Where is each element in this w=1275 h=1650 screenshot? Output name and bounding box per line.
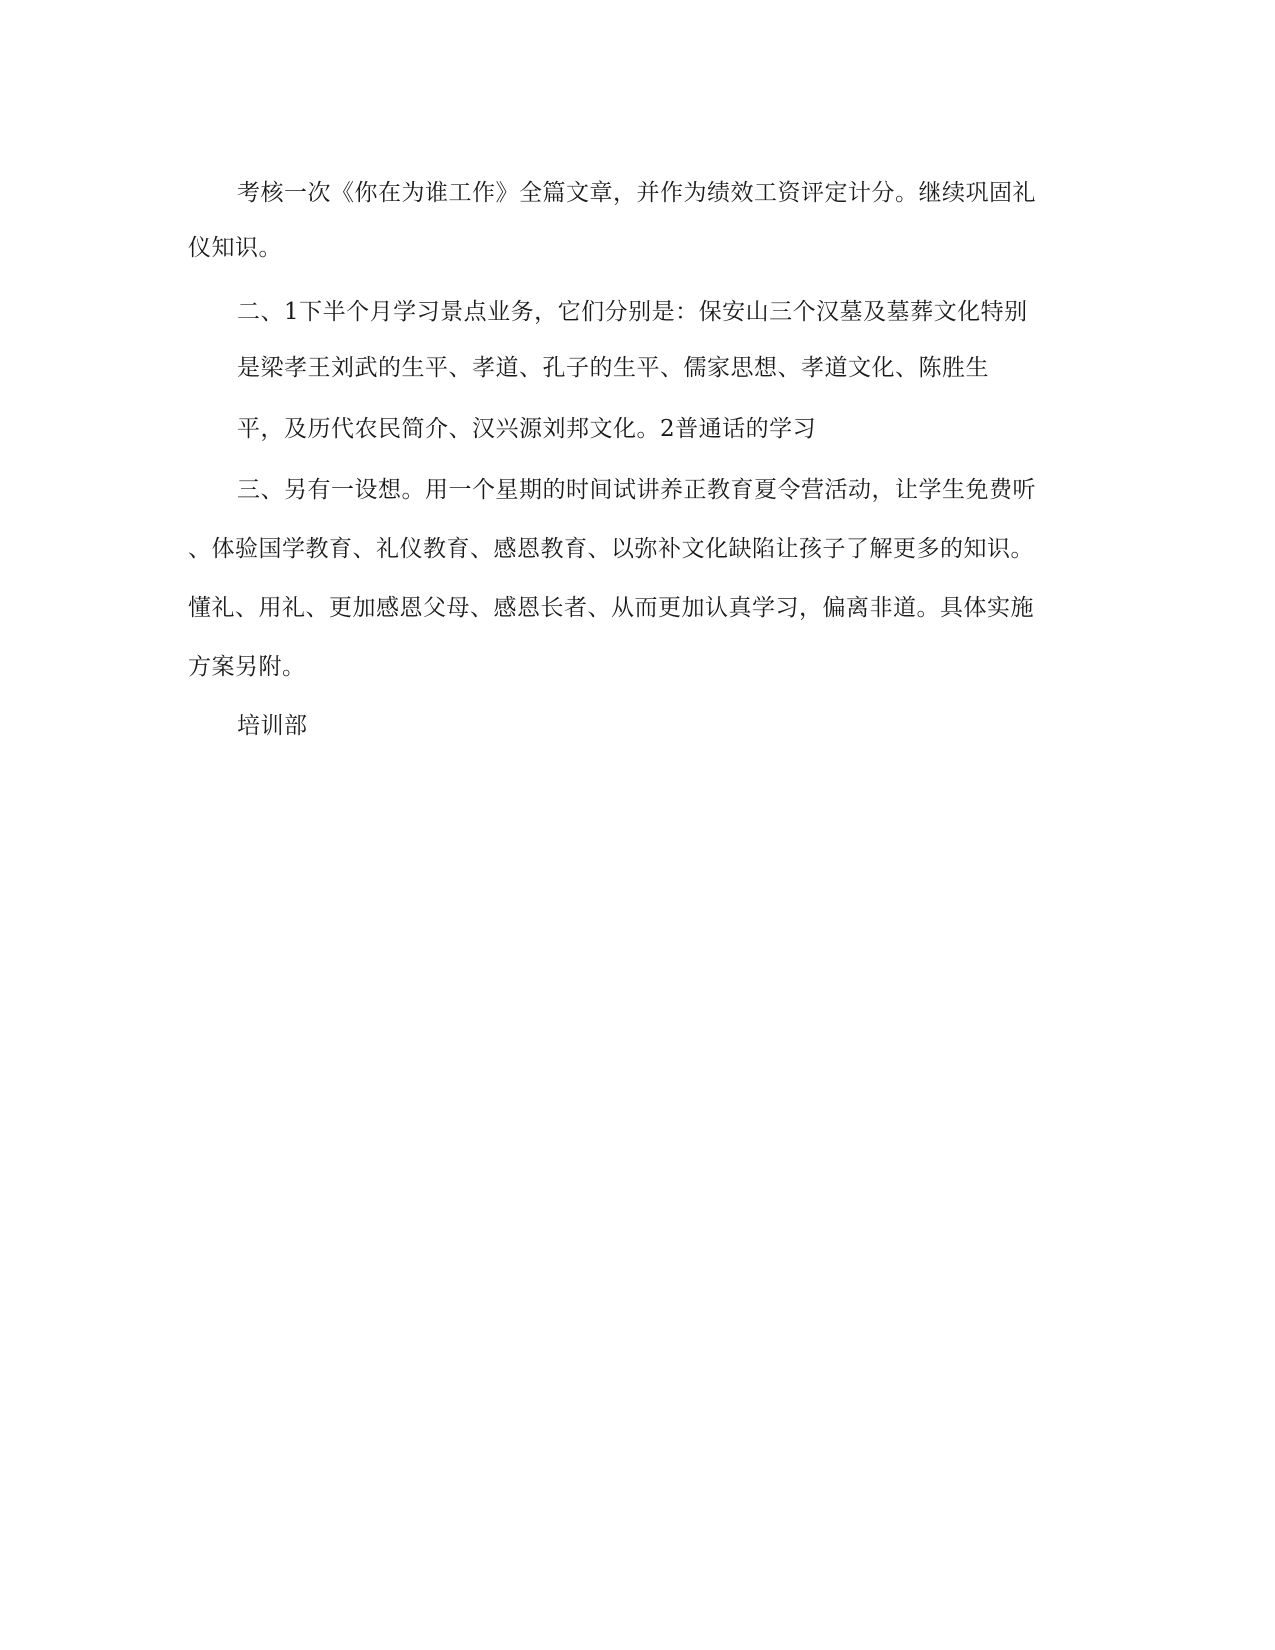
- paragraph-3-line-4: 方案另附。: [188, 654, 306, 680]
- paragraph-3-line-3: 懂礼、用礼、更加感恩父母、感恩长者、从而更加认真学习，偏离非道。具体实施: [188, 595, 1034, 621]
- paragraph-2-line-2: 是梁孝王刘武的生平、孝道、孔子的生平、儒家思想、孝道文化、陈胜生: [237, 355, 989, 381]
- paragraph-3-line-1: 三、另有一设想。用一个星期的时间试讲养正教育夏令营活动，让学生免费听: [237, 477, 1036, 503]
- paragraph-2-line-3: 平，及历代农民简介、汉兴源刘邦文化。2普通话的学习: [237, 416, 817, 442]
- paragraph-3-line-2: 、体验国学教育、礼仪教育、感恩教育、以弥补文化缺陷让孩子了解更多的知识。: [188, 536, 1034, 562]
- paragraph-2-line-1: 二、1下半个月学习景点业务，它们分别是：保安山三个汉墓及墓葬文化特别: [237, 299, 1028, 325]
- signature-department: 培训部: [237, 713, 308, 739]
- paragraph-1-line-2: 仪知识。: [188, 235, 282, 261]
- paragraph-1-line-1: 考核一次《你在为谁工作》全篇文章，并作为绩效工资评定计分。继续巩固礼: [237, 180, 1036, 206]
